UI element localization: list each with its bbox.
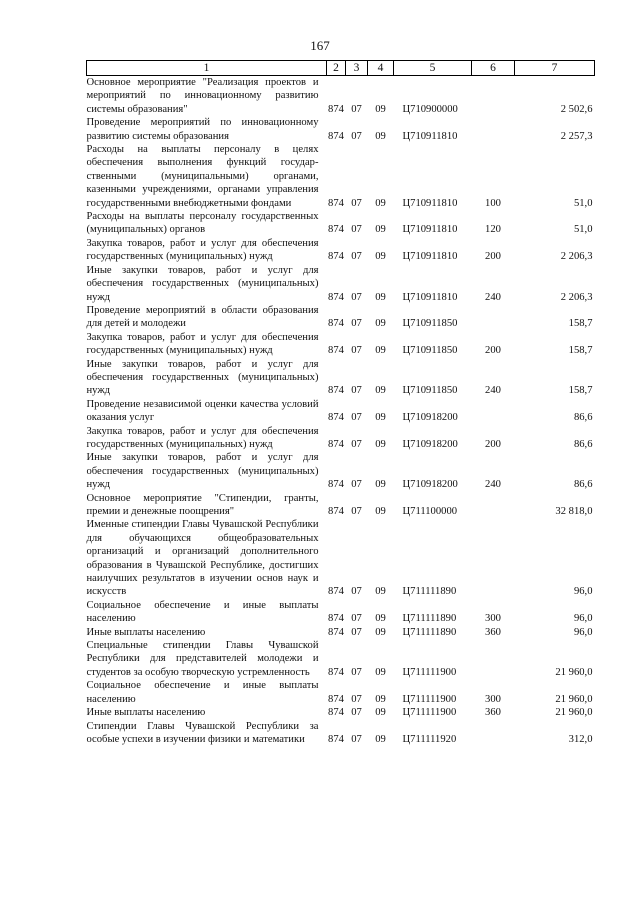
row-expense-type-cell — [472, 116, 515, 143]
row-ministry-cell: 874 — [328, 130, 344, 142]
row-target-code-cell: Ц711111900 — [402, 693, 457, 705]
table-row — [87, 76, 595, 117]
row-name-cell: Иные выплаты населению — [86, 707, 206, 719]
row-expense-type-cell: 240 — [485, 291, 501, 303]
row-section-cell: 07 — [351, 666, 362, 678]
row-expense-type-cell — [472, 720, 515, 747]
row-target-code-cell: Ц710911850 — [402, 345, 458, 357]
row-ministry-cell: 874 — [328, 586, 344, 598]
header-row — [87, 61, 595, 76]
header-cell: 4 — [368, 61, 394, 76]
row-section-cell: 07 — [351, 626, 362, 638]
row-ministry-cell: 874 — [328, 251, 344, 263]
row-subsection-cell: 09 — [375, 224, 386, 236]
row-section-cell: 07 — [351, 318, 362, 330]
row-subsection-cell: 09 — [375, 479, 386, 491]
row-sum-cell: 21 960,0 — [555, 666, 593, 678]
row-ministry-cell: 874 — [328, 224, 344, 236]
row-name-cell: Закупка товаров, работ и услуг для обеспечения государственных (муниципальных) нужд — [86, 237, 319, 263]
row-expense-type-cell: 360 — [485, 707, 501, 719]
table-row — [87, 143, 595, 210]
row-ministry-cell: 874 — [328, 707, 344, 719]
row-sum-cell: 21 960,0 — [555, 707, 593, 719]
row-name-cell: Иные выплаты населению — [86, 626, 206, 638]
row-expense-type-cell — [472, 492, 515, 519]
row-subsection-cell: 09 — [375, 586, 386, 598]
header-cell: 2 — [327, 61, 346, 76]
row-sum-cell: 2 206,3 — [560, 291, 593, 303]
row-ministry-cell: 874 — [328, 626, 344, 638]
table-row — [87, 679, 595, 706]
row-target-code-cell: Ц710918200 — [402, 479, 458, 491]
row-name-cell: Иные закупки товаров, работ и услуг для обеспечения государственных (муниципальных) нужд — [86, 452, 319, 491]
row-subsection-cell: 09 — [375, 666, 386, 678]
row-subsection-cell: 09 — [375, 251, 386, 263]
row-target-code-cell: Ц711111900 — [402, 707, 457, 719]
row-expense-type-cell: 100 — [485, 197, 501, 209]
row-section-cell: 07 — [351, 707, 362, 719]
row-target-code-cell: Ц711111890 — [402, 586, 457, 598]
row-sum-cell: 158,7 — [568, 385, 593, 397]
row-subsection-cell: 09 — [375, 412, 386, 424]
row-name-cell: Расходы на выплаты персоналу в целях обеспечения выполнения функций государственными (муниципальными) органами, казенными учреждениями, органами управления государственными внебюджетными фондами — [86, 144, 319, 209]
row-expense-type-cell: 360 — [485, 626, 501, 638]
header-cell: 3 — [346, 61, 368, 76]
row-subsection-cell: 09 — [375, 693, 386, 705]
row-name-cell: Закупка товаров, работ и услуг для обеспечения государственных (муниципальных) нужд — [86, 425, 319, 450]
row-section-cell: 07 — [351, 506, 362, 517]
row-sum-cell: 158,7 — [568, 345, 593, 357]
row-expense-type-cell — [472, 639, 515, 679]
row-sum-cell: 96,0 — [573, 613, 593, 625]
row-sum-cell: 32 818,0 — [555, 506, 593, 517]
header-cell: 1 — [87, 61, 327, 76]
table-row — [87, 398, 595, 425]
row-expense-type-cell: 300 — [485, 693, 501, 705]
row-name-cell: Социальное обеспечение и иные выплаты населению — [86, 599, 319, 625]
row-expense-type-cell — [472, 304, 515, 331]
row-sum-cell: 96,0 — [573, 626, 593, 638]
row-section-cell: 07 — [351, 291, 362, 303]
header-cell: 6 — [472, 61, 515, 76]
page-number: 167 — [310, 38, 330, 53]
row-section-cell: 07 — [351, 693, 362, 705]
row-target-code-cell: Ц711111900 — [402, 666, 457, 678]
row-target-code-cell: Ц710918200 — [402, 438, 458, 450]
row-ministry-cell: 874 — [328, 103, 344, 115]
row-section-cell: 07 — [351, 385, 362, 397]
row-subsection-cell: 09 — [375, 626, 386, 638]
row-subsection-cell: 09 — [375, 103, 386, 115]
row-name-cell: Специальные стипендии Главы Чувашской Республики для представителей молодежи и студентов за особую творческую устремленность — [86, 640, 319, 678]
row-target-code-cell: Ц710911810 — [402, 197, 458, 209]
row-ministry-cell: 874 — [328, 197, 344, 209]
row-sum-cell: 158,7 — [568, 318, 593, 330]
row-sum-cell: 51,0 — [573, 197, 593, 209]
row-sum-cell: 86,6 — [573, 438, 593, 450]
row-target-code-cell: Ц710918200 — [402, 412, 458, 424]
row-ministry-cell: 874 — [328, 693, 344, 705]
row-target-code-cell: Ц711111890 — [402, 626, 457, 638]
row-name-cell: Социальное обеспечение и иные выплаты населению — [86, 680, 319, 705]
row-subsection-cell: 09 — [375, 385, 386, 397]
row-subsection-cell: 09 — [375, 291, 386, 303]
row-ministry-cell: 874 — [328, 385, 344, 397]
table-row — [87, 706, 595, 719]
row-target-code-cell: Ц710911850 — [402, 318, 458, 330]
row-sum-cell: 2 257,3 — [560, 130, 593, 142]
table-row — [87, 358, 595, 398]
table-row — [87, 237, 595, 264]
row-sum-cell: 21 960,0 — [555, 693, 593, 705]
row-section-cell: 07 — [351, 479, 362, 491]
table-row — [87, 639, 595, 679]
table-row — [87, 599, 595, 626]
row-name-cell: Проведение мероприятий в области образования для детей и молодежи — [86, 304, 319, 330]
row-name-cell: Основное мероприятие "Реализация проектов и мероприятий по инновационному развитию системы образования" — [86, 77, 319, 115]
budget-table — [86, 60, 595, 746]
row-name-cell: Проведение независимой оценки качества условий оказания услуг — [86, 398, 319, 424]
row-expense-type-cell: 300 — [485, 613, 501, 625]
row-expense-type-cell — [472, 76, 515, 117]
row-section-cell: 07 — [351, 345, 362, 357]
table-row — [87, 116, 595, 143]
row-target-code-cell: Ц711100000 — [402, 506, 458, 517]
row-target-code-cell: Ц711111890 — [402, 613, 457, 625]
row-sum-cell: 96,0 — [573, 586, 593, 598]
row-section-cell: 07 — [351, 438, 362, 450]
row-ministry-cell: 874 — [328, 438, 344, 450]
row-expense-type-cell — [472, 518, 515, 598]
row-ministry-cell: 874 — [328, 733, 344, 745]
row-name-cell: Стипендии Главы Чувашской Республики за особые успехи в изучении физики и математики — [86, 720, 319, 745]
row-target-code-cell: Ц710911810 — [402, 291, 458, 303]
row-target-code-cell: Ц710911810 — [402, 130, 458, 142]
row-expense-type-cell: 200 — [485, 251, 501, 263]
row-subsection-cell: 09 — [375, 707, 386, 719]
row-section-cell: 07 — [351, 130, 362, 142]
row-ministry-cell: 874 — [328, 506, 344, 517]
row-name-cell: Проведение мероприятий по инновационному развитию системы образования — [86, 117, 319, 142]
row-name-cell: Закупка товаров, работ и услуг для обеспечения государственных (муниципальных) нужд — [86, 331, 319, 357]
row-sum-cell: 312,0 — [568, 733, 593, 745]
row-subsection-cell: 09 — [375, 318, 386, 330]
row-target-code-cell: Ц710911810 — [402, 251, 458, 263]
row-name-cell: Иные закупки товаров, работ и услуг для обеспечения государственных (муниципальных) нужд — [86, 264, 319, 303]
row-expense-type-cell: 120 — [485, 224, 501, 236]
row-section-cell: 07 — [351, 412, 362, 424]
row-section-cell: 07 — [351, 733, 362, 745]
table-row — [87, 451, 595, 491]
row-subsection-cell: 09 — [375, 438, 386, 450]
row-subsection-cell: 09 — [375, 506, 386, 517]
row-target-code-cell: Ц710900000 — [402, 103, 458, 115]
table-row — [87, 518, 595, 598]
row-subsection-cell: 09 — [375, 197, 386, 209]
row-subsection-cell: 09 — [375, 345, 386, 357]
table-row — [87, 492, 595, 519]
row-name-cell: Иные закупки товаров, работ и услуг для обеспечения государственных (муниципальных) нужд — [86, 358, 319, 397]
row-section-cell: 07 — [351, 251, 362, 263]
row-ministry-cell: 874 — [328, 318, 344, 330]
row-name-cell: Расходы на выплаты персоналу государственных (муниципальных) органов — [86, 211, 319, 236]
header-cell: 7 — [515, 61, 595, 76]
row-ministry-cell: 874 — [328, 613, 344, 625]
row-ministry-cell: 874 — [328, 666, 344, 678]
row-ministry-cell: 874 — [328, 479, 344, 491]
row-sum-cell: 51,0 — [573, 224, 593, 236]
row-sum-cell: 2 502,6 — [560, 103, 593, 115]
row-section-cell: 07 — [351, 224, 362, 236]
row-subsection-cell: 09 — [375, 130, 386, 142]
table-row — [87, 304, 595, 331]
table-body — [87, 76, 595, 747]
row-target-code-cell: Ц710911850 — [402, 385, 458, 397]
row-target-code-cell: Ц711111920 — [402, 733, 457, 745]
row-section-cell: 07 — [351, 103, 362, 115]
row-expense-type-cell: 200 — [485, 345, 501, 357]
row-sum-cell: 86,6 — [573, 479, 593, 491]
row-section-cell: 07 — [351, 197, 362, 209]
row-expense-type-cell: 240 — [485, 479, 501, 491]
row-sum-cell: 2 206,3 — [560, 251, 593, 263]
row-sum-cell: 86,6 — [573, 412, 593, 424]
row-ministry-cell: 874 — [328, 291, 344, 303]
row-expense-type-cell: 240 — [485, 385, 501, 397]
row-name-cell: Основное мероприятие "Стипендии, гранты, премии и денежные поощрения" — [86, 492, 319, 517]
row-section-cell: 07 — [351, 613, 362, 625]
row-section-cell: 07 — [351, 586, 362, 598]
row-target-code-cell: Ц710911810 — [402, 224, 458, 236]
row-expense-type-cell: 200 — [485, 438, 501, 450]
table-row — [87, 264, 595, 304]
table-row — [87, 331, 595, 358]
row-ministry-cell: 874 — [328, 345, 344, 357]
row-expense-type-cell — [472, 398, 515, 425]
row-subsection-cell: 09 — [375, 733, 386, 745]
table-row — [87, 720, 595, 747]
row-name-cell: Именные стипендии Главы Чувашской Республики для обучающихся общеобразовательных организаций и организаций дополнительного образования в Чувашской Республике, достигших наилучших результатов в изучении основ наук и искусств — [86, 519, 319, 598]
table-row — [87, 210, 595, 237]
header-cell: 5 — [394, 61, 472, 76]
table-row — [87, 425, 595, 452]
row-subsection-cell: 09 — [375, 613, 386, 625]
row-ministry-cell: 874 — [328, 412, 344, 424]
table-row — [87, 626, 595, 639]
